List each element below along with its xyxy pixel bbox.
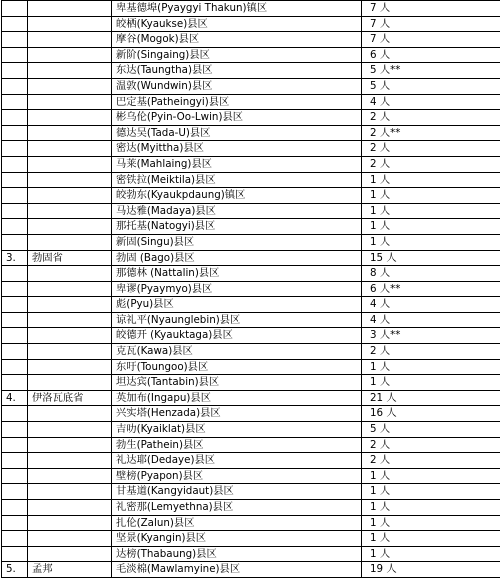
table-row <box>2 78 500 94</box>
case-count: 1 人 <box>362 172 500 188</box>
district-name: 壁榜(Pyapon)县区 <box>112 468 362 484</box>
state-name <box>28 188 112 204</box>
table-row <box>2 47 500 63</box>
table-row <box>2 110 500 126</box>
district-count-table <box>1 0 500 578</box>
table-row <box>2 156 500 172</box>
row-number <box>2 78 28 94</box>
row-number <box>2 437 28 453</box>
district-name: 德达吴(Tada-U)县区 <box>112 125 362 141</box>
state-name <box>28 312 112 328</box>
case-count: 1 人 <box>362 234 500 250</box>
district-name: 谅礼平(Nyaunglebin)县区 <box>112 312 362 328</box>
table-row <box>2 359 500 375</box>
row-number <box>2 63 28 79</box>
case-count: 1 人 <box>362 500 500 516</box>
row-number: 5. <box>2 562 28 578</box>
state-name <box>28 546 112 562</box>
row-number <box>2 422 28 438</box>
case-count: 4 人 <box>362 312 500 328</box>
table-row <box>2 63 500 79</box>
table-row <box>2 453 500 469</box>
case-count: 1 人 <box>362 515 500 531</box>
table-row <box>2 1 500 17</box>
table-row <box>2 562 500 578</box>
state-name: 伊洛瓦底省 <box>28 390 112 406</box>
state-name <box>28 32 112 48</box>
table-row <box>2 437 500 453</box>
district-name: 坚景(Kyangin)县区 <box>112 531 362 547</box>
state-name <box>28 406 112 422</box>
table-row <box>2 328 500 344</box>
case-count: 2 人 <box>362 141 500 157</box>
state-name <box>28 203 112 219</box>
row-number <box>2 328 28 344</box>
row-number <box>2 125 28 141</box>
district-name: 巴定基(Patheingyi)县区 <box>112 94 362 110</box>
case-count: 7 人 <box>362 16 500 32</box>
state-name <box>28 234 112 250</box>
state-name <box>28 422 112 438</box>
row-number <box>2 188 28 204</box>
state-name <box>28 375 112 391</box>
case-count: 21 人 <box>362 390 500 406</box>
row-number <box>2 344 28 360</box>
district-name: 礼达耶(Dedaye)县区 <box>112 453 362 469</box>
row-number <box>2 203 28 219</box>
state-name <box>28 297 112 313</box>
row-number <box>2 453 28 469</box>
district-name: 皎勃东(Kyaukpdaung)镇区 <box>112 188 362 204</box>
state-name <box>28 172 112 188</box>
state-name <box>28 453 112 469</box>
district-name: 达榜(Thabaung)县区 <box>112 546 362 562</box>
state-name <box>28 16 112 32</box>
state-name: 孟邦 <box>28 562 112 578</box>
table-row <box>2 219 500 235</box>
district-name: 马达雅(Madaya)县区 <box>112 203 362 219</box>
district-name: 东达(Taungtha)县区 <box>112 63 362 79</box>
district-name: 勃固 (Bago)县区 <box>112 250 362 266</box>
district-name: 东吁(Toungoo)县区 <box>112 359 362 375</box>
row-number: 4. <box>2 390 28 406</box>
table-row <box>2 203 500 219</box>
state-name <box>28 437 112 453</box>
district-name: 彬乌伦(Pyin-Oo-Lwin)县区 <box>112 110 362 126</box>
case-count: 2 人** <box>362 125 500 141</box>
district-name: 礼密那(Lemyethna)县区 <box>112 500 362 516</box>
state-name <box>28 1 112 17</box>
table-row <box>2 312 500 328</box>
district-name: 摩谷(Mogok)县区 <box>112 32 362 48</box>
state-name <box>28 531 112 547</box>
table-row <box>2 32 500 48</box>
case-count: 1 人 <box>362 531 500 547</box>
row-number <box>2 297 28 313</box>
row-number <box>2 312 28 328</box>
row-number <box>2 141 28 157</box>
state-name <box>28 219 112 235</box>
state-name <box>28 500 112 516</box>
row-number <box>2 359 28 375</box>
state-name: 勃固省 <box>28 250 112 266</box>
case-count: 1 人 <box>362 203 500 219</box>
district-name: 那托基(Natogyi)县区 <box>112 219 362 235</box>
case-count: 19 人 <box>362 562 500 578</box>
table-row <box>2 16 500 32</box>
district-name: 皎德开 (Kyauktaga)县区 <box>112 328 362 344</box>
row-number <box>2 500 28 516</box>
district-name: 吉叻(Kyaiklat)县区 <box>112 422 362 438</box>
table-row <box>2 422 500 438</box>
district-name: 甘基道(Kangyidaut)县区 <box>112 484 362 500</box>
table-row <box>2 125 500 141</box>
table-row <box>2 344 500 360</box>
table-row <box>2 188 500 204</box>
table-row <box>2 531 500 547</box>
state-name <box>28 63 112 79</box>
row-number <box>2 281 28 297</box>
state-name <box>28 110 112 126</box>
table-row <box>2 546 500 562</box>
district-name: 马莱(Mahlaing)县区 <box>112 156 362 172</box>
table-row <box>2 297 500 313</box>
row-number <box>2 32 28 48</box>
district-name: 兴实塔(Henzada)县区 <box>112 406 362 422</box>
row-number <box>2 266 28 282</box>
case-count: 6 人 <box>362 47 500 63</box>
state-name <box>28 468 112 484</box>
district-name: 英加布(Ingapu)县区 <box>112 390 362 406</box>
table-row <box>2 250 500 266</box>
case-count: 6 人** <box>362 281 500 297</box>
district-name: 卑谬(Pyaymyo)县区 <box>112 281 362 297</box>
district-name: 勃生(Pathein)县区 <box>112 437 362 453</box>
table-row <box>2 141 500 157</box>
row-number <box>2 219 28 235</box>
case-count: 2 人 <box>362 110 500 126</box>
case-count: 3 人** <box>362 328 500 344</box>
row-number <box>2 172 28 188</box>
case-count: 1 人 <box>362 484 500 500</box>
row-number <box>2 94 28 110</box>
case-count: 2 人 <box>362 437 500 453</box>
case-count: 5 人 <box>362 422 500 438</box>
table-row <box>2 94 500 110</box>
row-number: 3. <box>2 250 28 266</box>
state-name <box>28 47 112 63</box>
state-name <box>28 328 112 344</box>
case-count: 1 人 <box>362 219 500 235</box>
row-number <box>2 16 28 32</box>
state-name <box>28 344 112 360</box>
state-name <box>28 94 112 110</box>
district-name: 新阶(Singaing)县区 <box>112 47 362 63</box>
state-name <box>28 515 112 531</box>
table-row <box>2 484 500 500</box>
row-number <box>2 484 28 500</box>
state-name <box>28 266 112 282</box>
table-row <box>2 515 500 531</box>
case-count: 4 人 <box>362 297 500 313</box>
row-number <box>2 546 28 562</box>
case-count: 5 人** <box>362 63 500 79</box>
case-count: 5 人 <box>362 78 500 94</box>
case-count: 7 人 <box>362 32 500 48</box>
case-count: 7 人 <box>362 1 500 17</box>
row-number <box>2 468 28 484</box>
case-count: 1 人 <box>362 546 500 562</box>
table-row <box>2 500 500 516</box>
district-name: 克瓦(Kawa)县区 <box>112 344 362 360</box>
district-name: 新固(Singu)县区 <box>112 234 362 250</box>
district-name: 密铁拉(Meiktila)县区 <box>112 172 362 188</box>
district-name: 毛淡棉(Mawlamyine)县区 <box>112 562 362 578</box>
row-number <box>2 47 28 63</box>
district-name: 皎栖(Kyaukse)县区 <box>112 16 362 32</box>
district-name: 彪(Pyu)县区 <box>112 297 362 313</box>
row-number <box>2 234 28 250</box>
state-name <box>28 156 112 172</box>
district-name: 扎伦(Zalun)县区 <box>112 515 362 531</box>
district-name: 那德林 (Nattalin)县区 <box>112 266 362 282</box>
state-name <box>28 78 112 94</box>
case-count: 15 人 <box>362 250 500 266</box>
table-row <box>2 281 500 297</box>
case-count: 16 人 <box>362 406 500 422</box>
state-name <box>28 484 112 500</box>
row-number <box>2 515 28 531</box>
table-row <box>2 375 500 391</box>
table-row <box>2 406 500 422</box>
state-name <box>28 141 112 157</box>
case-count: 8 人 <box>362 266 500 282</box>
table-row <box>2 468 500 484</box>
case-count: 1 人 <box>362 359 500 375</box>
table-row <box>2 266 500 282</box>
row-number <box>2 156 28 172</box>
case-count: 1 人 <box>362 468 500 484</box>
row-number <box>2 375 28 391</box>
row-number <box>2 406 28 422</box>
row-number <box>2 1 28 17</box>
case-count: 1 人 <box>362 188 500 204</box>
case-count: 2 人 <box>362 453 500 469</box>
state-name <box>28 359 112 375</box>
table-row <box>2 390 500 406</box>
case-count: 1 人 <box>362 375 500 391</box>
state-name <box>28 125 112 141</box>
district-name: 卑基德埠(Pyaygyi Thakun)镇区 <box>112 1 362 17</box>
case-count: 2 人 <box>362 156 500 172</box>
district-name: 坦达宾(Tantabin)县区 <box>112 375 362 391</box>
row-number <box>2 531 28 547</box>
table-row <box>2 234 500 250</box>
row-number <box>2 110 28 126</box>
district-name: 温敦(Wundwin)县区 <box>112 78 362 94</box>
state-name <box>28 281 112 297</box>
case-count: 2 人 <box>362 344 500 360</box>
table-row <box>2 172 500 188</box>
case-count: 4 人 <box>362 94 500 110</box>
district-name: 密达(Myittha)县区 <box>112 141 362 157</box>
